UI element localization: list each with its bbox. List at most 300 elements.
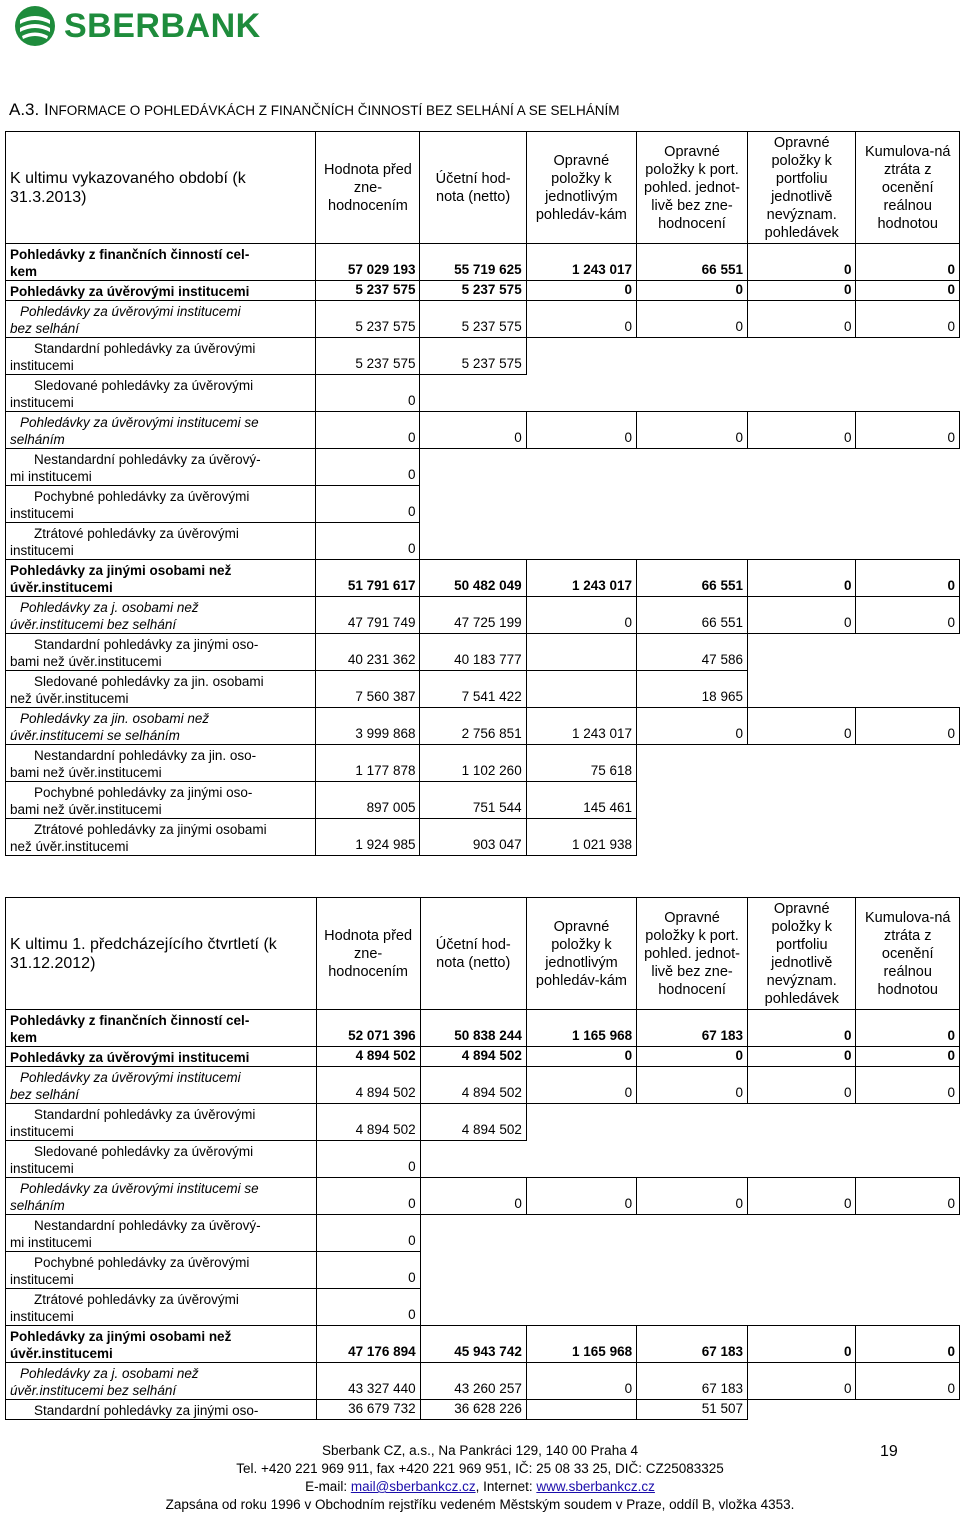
value-cell [420,486,526,523]
row-label [6,1363,317,1400]
row-label [6,560,316,597]
value-cell [856,1104,960,1141]
value-cell: 0 [316,1289,420,1326]
value-cell [637,745,748,782]
value-cell: 0 [637,412,748,449]
value-cell: 66 551 [637,597,748,634]
value-cell [856,375,960,412]
row-label-line: bami než úvěr.institucemi [10,654,162,669]
value-cell: 0 [316,1215,420,1252]
row-label-line: Nestandardní pohledávky za jin. oso- [34,748,257,763]
row-label-line: Pohledávky za úvěrovými institucemi [10,1050,250,1065]
table-row [6,244,960,281]
row-label-line: Standardní pohledávky za úvěrovými [34,341,256,356]
value-cell: 751 544 [420,782,526,819]
value-cell: 903 047 [420,819,526,856]
value-cell: 5 237 575 [316,338,420,375]
value-cell: 7 560 387 [316,671,420,708]
row-label-line: úvěr.institucemi [10,580,113,595]
value-cell: 4 894 502 [316,1067,420,1104]
value-cell [637,375,748,412]
column-header: Kumulova-ná ztráta z ocenění reálnou hodnotou [856,132,960,244]
value-cell: 0 [856,1067,960,1104]
row-label-line: institucemi [10,1309,74,1324]
row-label-line: Pohledávky za úvěrovými institucemi [10,284,250,299]
table-row [6,1067,960,1104]
value-cell: 0 [856,244,960,281]
value-cell [637,486,748,523]
value-cell: 5 237 575 [316,301,420,338]
value-cell: 0 [856,597,960,634]
row-label [6,1252,317,1289]
footer-contacts: Tel. +420 221 969 911, fax +420 221 969 951, IČ: 25 08 33 25, DIČ: CZ25083325 [236,1461,724,1476]
value-cell: 1 021 938 [526,819,636,856]
row-label-line: institucemi [10,1161,74,1176]
value-cell: 0 [856,1178,960,1215]
value-cell: 50 482 049 [420,560,526,597]
value-cell [526,486,636,523]
table-row [6,1363,960,1400]
row-label-line: Pohledávky za úvěrovými institucemi se [20,1181,259,1196]
column-header: Hodnota před zne-hodnocením [316,132,420,244]
value-cell: 7 541 422 [420,671,526,708]
value-cell: 1 177 878 [316,745,420,782]
row-label-line: institucemi [10,395,74,410]
value-cell [420,523,526,560]
value-cell: 0 [526,301,636,338]
value-cell: 75 618 [526,745,636,782]
table-row [6,1141,960,1178]
table-row [6,301,960,338]
value-cell [747,819,856,856]
value-cell [637,819,748,856]
value-cell: 47 791 749 [316,597,420,634]
value-cell [748,1141,856,1178]
row-label-line: institucemi [10,506,74,521]
row-label [6,1326,317,1363]
footer-address: Sberbank CZ, a.s., Na Pankráci 129, 140 00 Praha 4 [322,1443,638,1458]
table-row [6,745,960,782]
table-row [6,1104,960,1141]
website-link[interactable]: www.sberbankcz.cz [536,1479,655,1494]
value-cell [747,449,856,486]
column-header: Hodnota před zne-hodnocením [316,898,420,1010]
value-cell: 0 [526,412,636,449]
receivables-table-previous [5,897,960,1420]
column-header: Opravné položky k port. pohled. jednot-livě bez zne-hodnocení [637,898,748,1010]
row-label [6,634,316,671]
value-cell: 1 165 968 [526,1010,636,1047]
value-cell: 0 [748,1047,856,1067]
value-cell [637,782,748,819]
column-header: Účetní hod-nota (netto) [420,132,526,244]
row-label-line: Pohledávky z finančních činností cel- [10,1013,250,1028]
row-label-line: Sledované pohledávky za úvěrovými [34,1144,254,1159]
value-cell: 51 507 [637,1400,748,1420]
value-cell [526,634,636,671]
value-cell [856,449,960,486]
value-cell: 0 [748,1010,856,1047]
row-label-line: Pochybné pohledávky za úvěrovými [34,1255,250,1270]
table-row [6,1215,960,1252]
row-label-line: Ztrátové pohledávky za jinými osobami [34,822,267,837]
value-cell [637,1289,748,1326]
value-cell: 52 071 396 [316,1010,420,1047]
value-cell [526,1104,636,1141]
receivables-table-current [5,131,960,856]
value-cell [637,1104,748,1141]
value-cell: 1 243 017 [526,708,636,745]
value-cell [420,449,526,486]
row-label-line: bez selhání [10,1087,80,1102]
row-label [6,449,316,486]
row-label [6,375,316,412]
value-cell: 5 237 575 [420,338,526,375]
row-label-line: kem [10,264,38,279]
value-cell [637,1141,748,1178]
row-label-line: Standardní pohledávky za jinými oso- [34,1403,259,1418]
value-cell: 4 894 502 [420,1047,526,1067]
row-label-line: Pochybné pohledávky za jinými oso- [34,785,253,800]
value-cell [856,1289,960,1326]
row-label-line: mi institucemi [10,1235,92,1250]
value-cell [856,1215,960,1252]
sberbank-logo [12,4,261,48]
value-cell: 0 [748,1326,856,1363]
value-cell: 36 628 226 [420,1400,526,1420]
table-row [6,560,960,597]
row-label [6,1047,317,1067]
value-cell: 0 [526,597,636,634]
value-cell: 0 [856,281,960,301]
value-cell [856,819,960,856]
row-label [6,671,316,708]
value-cell [637,523,748,560]
value-cell [747,671,856,708]
value-cell: 4 894 502 [316,1104,420,1141]
row-label-line: Standardní pohledávky za jinými oso- [34,637,259,652]
value-cell: 0 [637,1067,748,1104]
table-row [6,1326,960,1363]
value-cell [420,1141,526,1178]
row-label-line: Nestandardní pohledávky za úvěrový- [34,452,261,467]
value-cell: 1 165 968 [526,1326,636,1363]
value-cell: 40 231 362 [316,634,420,671]
table-row [6,1047,960,1067]
row-label [6,1010,317,1047]
value-cell [747,634,856,671]
value-cell [526,523,636,560]
table-row [6,782,960,819]
row-label [6,782,316,819]
row-label [6,412,316,449]
value-cell: 0 [637,281,748,301]
row-label [6,1215,317,1252]
row-label-line: Pohledávky za úvěrovými institucemi se [20,415,259,430]
row-label-line: institucemi [10,543,74,558]
value-cell: 0 [316,1252,420,1289]
value-cell: 1 243 017 [526,244,636,281]
value-cell: 897 005 [316,782,420,819]
value-cell [748,1289,856,1326]
value-cell: 5 237 575 [420,301,526,338]
table-header-row [6,132,960,244]
table-row [6,338,960,375]
value-cell: 55 719 625 [420,244,526,281]
table-row [6,671,960,708]
email-link[interactable]: mail@sberbankcz.cz [350,1479,476,1494]
row-label-line: Nestandardní pohledávky za úvěrový- [34,1218,261,1233]
footer-registration: Zapsána od roku 1996 v Obchodním rejstříku vedeném Městským soudem v Praze, oddíl B, vložka 4353. [165,1497,795,1512]
value-cell: 0 [316,486,420,523]
table-row [6,634,960,671]
value-cell [747,523,856,560]
value-cell: 0 [747,244,856,281]
value-cell [526,671,636,708]
value-cell: 4 894 502 [316,1047,420,1067]
value-cell: 47 725 199 [420,597,526,634]
column-header: Opravné položky k port. pohled. jednot-livě bez zne-hodnocení [637,132,748,244]
value-cell [526,1141,636,1178]
value-cell: 0 [526,1067,636,1104]
value-cell: 0 [316,523,420,560]
row-label-line: mi institucemi [10,469,92,484]
row-label [6,338,316,375]
value-cell: 0 [856,1326,960,1363]
value-cell [637,1215,748,1252]
value-cell: 47 176 894 [316,1326,420,1363]
value-cell: 67 183 [637,1326,748,1363]
row-label [6,1400,317,1420]
value-cell: 3 999 868 [316,708,420,745]
table-row [6,486,960,523]
row-label-line: Pohledávky za j. osobami než [20,600,199,615]
value-cell: 67 183 [637,1010,748,1047]
value-cell: 0 [526,1047,636,1067]
value-cell: 0 [637,301,748,338]
value-cell: 0 [747,560,856,597]
row-label-line: Ztrátové pohledávky za úvěrovými [34,1292,239,1307]
value-cell: 4 894 502 [420,1104,526,1141]
sberbank-logo-icon [12,4,58,48]
page-number: 19 [880,1443,898,1460]
table-row [6,708,960,745]
value-cell: 1 102 260 [420,745,526,782]
value-cell: 0 [856,708,960,745]
column-header: Opravné položky k jednotlivým pohledáv-kám [526,898,636,1010]
value-cell [856,782,960,819]
row-label-line: úvěr.institucemi bez selhání [10,617,177,632]
value-cell [856,1400,960,1420]
value-cell: 45 943 742 [420,1326,526,1363]
section-title: A.3. INFORMACE O POHLEDÁVKÁCH Z FINANČNÍCH ČINNOSTÍ BEZ SELHÁNÍ A SE SELHÁNÍM [9,100,620,119]
value-cell: 0 [747,708,856,745]
table-header-row [6,898,960,1010]
row-label-line: institucemi [10,1272,74,1287]
value-cell [747,338,856,375]
value-cell [526,1252,636,1289]
value-cell: 0 [526,1178,636,1215]
value-cell [420,1289,526,1326]
row-label [6,1141,317,1178]
value-cell: 0 [856,412,960,449]
value-cell: 0 [526,281,636,301]
value-cell: 50 838 244 [420,1010,526,1047]
value-cell: 57 029 193 [316,244,420,281]
row-label-line: než úvěr.institucemi [10,691,129,706]
value-cell: 51 791 617 [316,560,420,597]
value-cell [856,523,960,560]
value-cell: 145 461 [526,782,636,819]
value-cell: 4 894 502 [420,1067,526,1104]
value-cell: 67 183 [637,1363,748,1400]
table-row [6,1289,960,1326]
row-label [6,523,316,560]
row-label-line: Pohledávky za úvěrovými institucemi [20,304,241,319]
table-row [6,1400,960,1420]
row-label-line: selháním [10,432,65,447]
value-cell: 0 [747,281,856,301]
value-cell: 0 [747,301,856,338]
value-cell: 0 [747,597,856,634]
value-cell [420,1215,526,1252]
value-cell [637,338,748,375]
value-cell: 47 586 [637,634,748,671]
row-label [6,1067,317,1104]
table-row [6,1252,960,1289]
row-label [6,301,316,338]
period-label: K ultimu vykazovaného období (k 31.3.2013) [6,132,316,244]
row-label-line: Sledované pohledávky za jin. osobami [34,674,264,689]
table-row [6,281,960,301]
value-cell: 0 [856,1363,960,1400]
value-cell [748,1400,856,1420]
row-label [6,708,316,745]
value-cell: 0 [526,1363,636,1400]
row-label-line: institucemi [10,1124,74,1139]
value-cell: 43 327 440 [316,1363,420,1400]
table-row [6,819,960,856]
value-cell [420,375,526,412]
row-label [6,486,316,523]
row-label-line: Pohledávky z finančních činností cel- [10,247,250,262]
value-cell: 66 551 [637,560,748,597]
row-label-line: Pohledávky za jinými osobami než [10,563,232,578]
value-cell: 0 [316,412,420,449]
value-cell: 0 [420,1178,526,1215]
table-row [6,1178,960,1215]
row-label-line: úvěr.institucemi [10,1346,113,1361]
value-cell: 43 260 257 [420,1363,526,1400]
value-cell: 0 [856,1010,960,1047]
value-cell [526,449,636,486]
value-cell: 5 237 575 [316,281,420,301]
value-cell: 0 [316,1178,420,1215]
row-label-line: Pohledávky za jinými osobami než [10,1329,232,1344]
value-cell: 0 [316,449,420,486]
value-cell [526,1215,636,1252]
table-row [6,449,960,486]
column-header: Účetní hod-nota (netto) [420,898,526,1010]
row-label-line: bami než úvěr.institucemi [10,765,162,780]
value-cell [856,634,960,671]
value-cell [747,782,856,819]
column-header: Opravné položky k portfoliu jednotlivě nevýznam. pohledávek [748,898,856,1010]
table-row [6,597,960,634]
column-header: Kumulova-ná ztráta z ocenění reálnou hodnotou [856,898,960,1010]
value-cell: 2 756 851 [420,708,526,745]
value-cell [526,375,636,412]
table-row [6,375,960,412]
row-label-line: než úvěr.institucemi [10,839,129,854]
value-cell: 66 551 [637,244,748,281]
value-cell: 1 924 985 [316,819,420,856]
value-cell [526,1400,636,1420]
value-cell [856,1252,960,1289]
column-header: Opravné položky k portfoliu jednotlivě nevýznam. pohledávek [747,132,856,244]
row-label [6,281,316,301]
value-cell [747,486,856,523]
value-cell [747,375,856,412]
value-cell [856,338,960,375]
value-cell: 5 237 575 [420,281,526,301]
value-cell: 0 [637,708,748,745]
row-label-line: bez selhání [10,321,80,336]
table-row [6,1010,960,1047]
row-label-line: Ztrátové pohledávky za úvěrovými [34,526,239,541]
value-cell: 36 679 732 [316,1400,420,1420]
value-cell [420,1252,526,1289]
logo-text: SBERBANK [64,7,261,45]
row-label [6,745,316,782]
row-label-line: úvěr.institucemi se selháním [10,728,180,743]
value-cell: 40 183 777 [420,634,526,671]
value-cell [748,1252,856,1289]
value-cell [637,1252,748,1289]
row-label-line: Pochybné pohledávky za úvěrovými [34,489,250,504]
value-cell: 0 [637,1178,748,1215]
row-label [6,1289,317,1326]
value-cell [526,1289,636,1326]
value-cell [748,1104,856,1141]
row-label-line: selháním [10,1198,65,1213]
row-label-line: kem [10,1030,38,1045]
table-row [6,523,960,560]
value-cell: 0 [748,1067,856,1104]
value-cell: 0 [637,1047,748,1067]
row-label-line: Sledované pohledávky za úvěrovými [34,378,254,393]
row-label-line: Pohledávky za j. osobami než [20,1366,199,1381]
value-cell [856,671,960,708]
value-cell: 0 [748,1178,856,1215]
value-cell: 0 [747,412,856,449]
value-cell [856,1141,960,1178]
row-label [6,597,316,634]
value-cell [747,745,856,782]
row-label [6,244,316,281]
value-cell: 0 [856,301,960,338]
value-cell [637,449,748,486]
value-cell: 0 [316,375,420,412]
value-cell [526,338,636,375]
value-cell [856,745,960,782]
value-cell: 0 [748,1363,856,1400]
column-header: Opravné položky k jednotlivým pohledáv-kám [526,132,636,244]
value-cell [748,1215,856,1252]
value-cell: 0 [856,560,960,597]
row-label-line: Pohledávky za jin. osobami než [20,711,210,726]
row-label-line: Pohledávky za úvěrovými institucemi [20,1070,241,1085]
